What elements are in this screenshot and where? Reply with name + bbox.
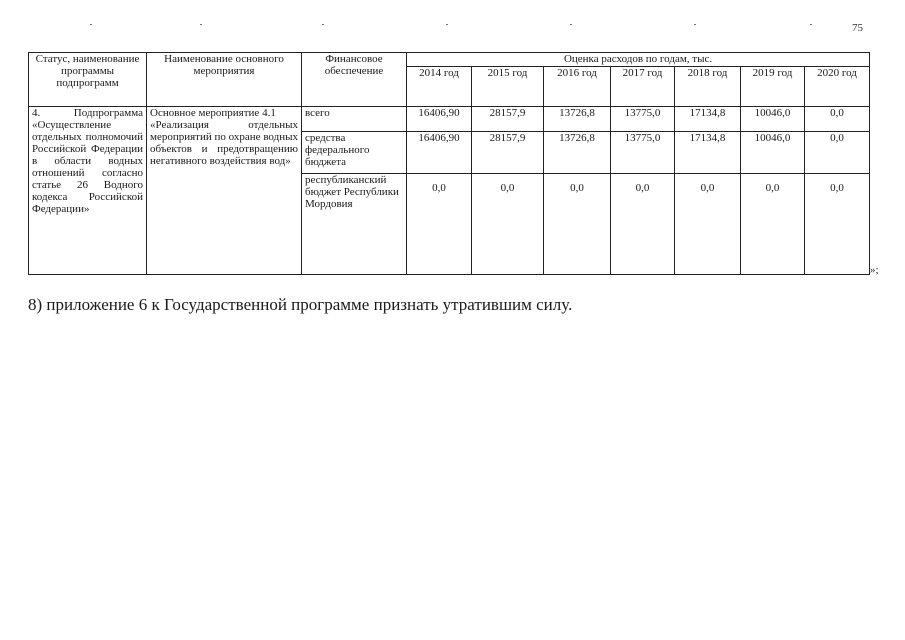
value-cell: 0,0 bbox=[805, 132, 870, 174]
value-cell: 28157,9 bbox=[472, 132, 544, 174]
funding-cell: республиканский бюджет Республики Мордовия bbox=[302, 174, 407, 275]
value-cell: 0,0 bbox=[805, 174, 870, 275]
value-cell: 17134,8 bbox=[675, 107, 741, 132]
footnote-text: 8) приложение 6 к Государственной программе признать утратившим силу. bbox=[28, 295, 573, 314]
value-cell: 13726,8 bbox=[544, 107, 611, 132]
status-cell: 4. Подпрограмма «Осуществление отдельных полномочий Российской Федерации в области водных отношений согласно статье 26 Водного кодекса Российской Федерации» bbox=[29, 107, 147, 275]
value-cell: 28157,9 bbox=[472, 107, 544, 132]
value-cell: 0,0 bbox=[611, 174, 675, 275]
header-status: Статус, наименование программы подпрограмм bbox=[29, 53, 147, 107]
scan-speck bbox=[570, 24, 572, 25]
header-year: 2018 год bbox=[675, 67, 741, 107]
budget-table bbox=[28, 52, 870, 275]
value-cell: 13775,0 bbox=[611, 132, 675, 174]
funding-cell: средства федерального бюджета bbox=[302, 132, 407, 174]
page-number: 75 bbox=[852, 22, 863, 34]
value-cell: 0,0 bbox=[675, 174, 741, 275]
value-cell: 0,0 bbox=[407, 174, 472, 275]
scan-speck bbox=[810, 24, 812, 25]
header-measure: Наименование основного мероприятия bbox=[147, 53, 302, 107]
value-cell: 0,0 bbox=[741, 174, 805, 275]
value-cell: 13726,8 bbox=[544, 132, 611, 174]
scan-speck bbox=[322, 24, 324, 25]
header-year: 2017 год bbox=[611, 67, 675, 107]
header-year: 2016 год bbox=[544, 67, 611, 107]
value-cell: 16406,90 bbox=[407, 132, 472, 174]
measure-cell bbox=[147, 107, 302, 275]
value-cell: 0,0 bbox=[472, 174, 544, 275]
scan-speck bbox=[446, 24, 448, 25]
header-year: 2014 год bbox=[407, 67, 472, 107]
measure-text: «Реализация отдельных мероприятий по охране водных объектов и предотвращению негативного воздействия вод» bbox=[150, 119, 298, 167]
value-cell: 0,0 bbox=[805, 107, 870, 132]
scan-speck bbox=[200, 24, 202, 25]
value-cell: 0,0 bbox=[544, 174, 611, 275]
header-year: 2015 год bbox=[472, 67, 544, 107]
header-year: 2019 год bbox=[741, 67, 805, 107]
measure-title: Основное мероприятие 4.1 bbox=[150, 107, 276, 119]
header-estimate: Оценка расходов по годам, тыс. bbox=[407, 53, 870, 67]
funding-cell: всего bbox=[302, 107, 407, 132]
scan-speck bbox=[694, 24, 696, 25]
scan-speck bbox=[90, 24, 92, 25]
value-cell: 16406,90 bbox=[407, 107, 472, 132]
value-cell: 17134,8 bbox=[675, 132, 741, 174]
header-year: 2020 год bbox=[805, 67, 870, 107]
value-cell: 10046,0 bbox=[741, 132, 805, 174]
value-cell: 13775,0 bbox=[611, 107, 675, 132]
header-funding: Финансовое обеспечение bbox=[302, 53, 407, 107]
closing-quote: »; bbox=[870, 264, 879, 276]
value-cell: 10046,0 bbox=[741, 107, 805, 132]
